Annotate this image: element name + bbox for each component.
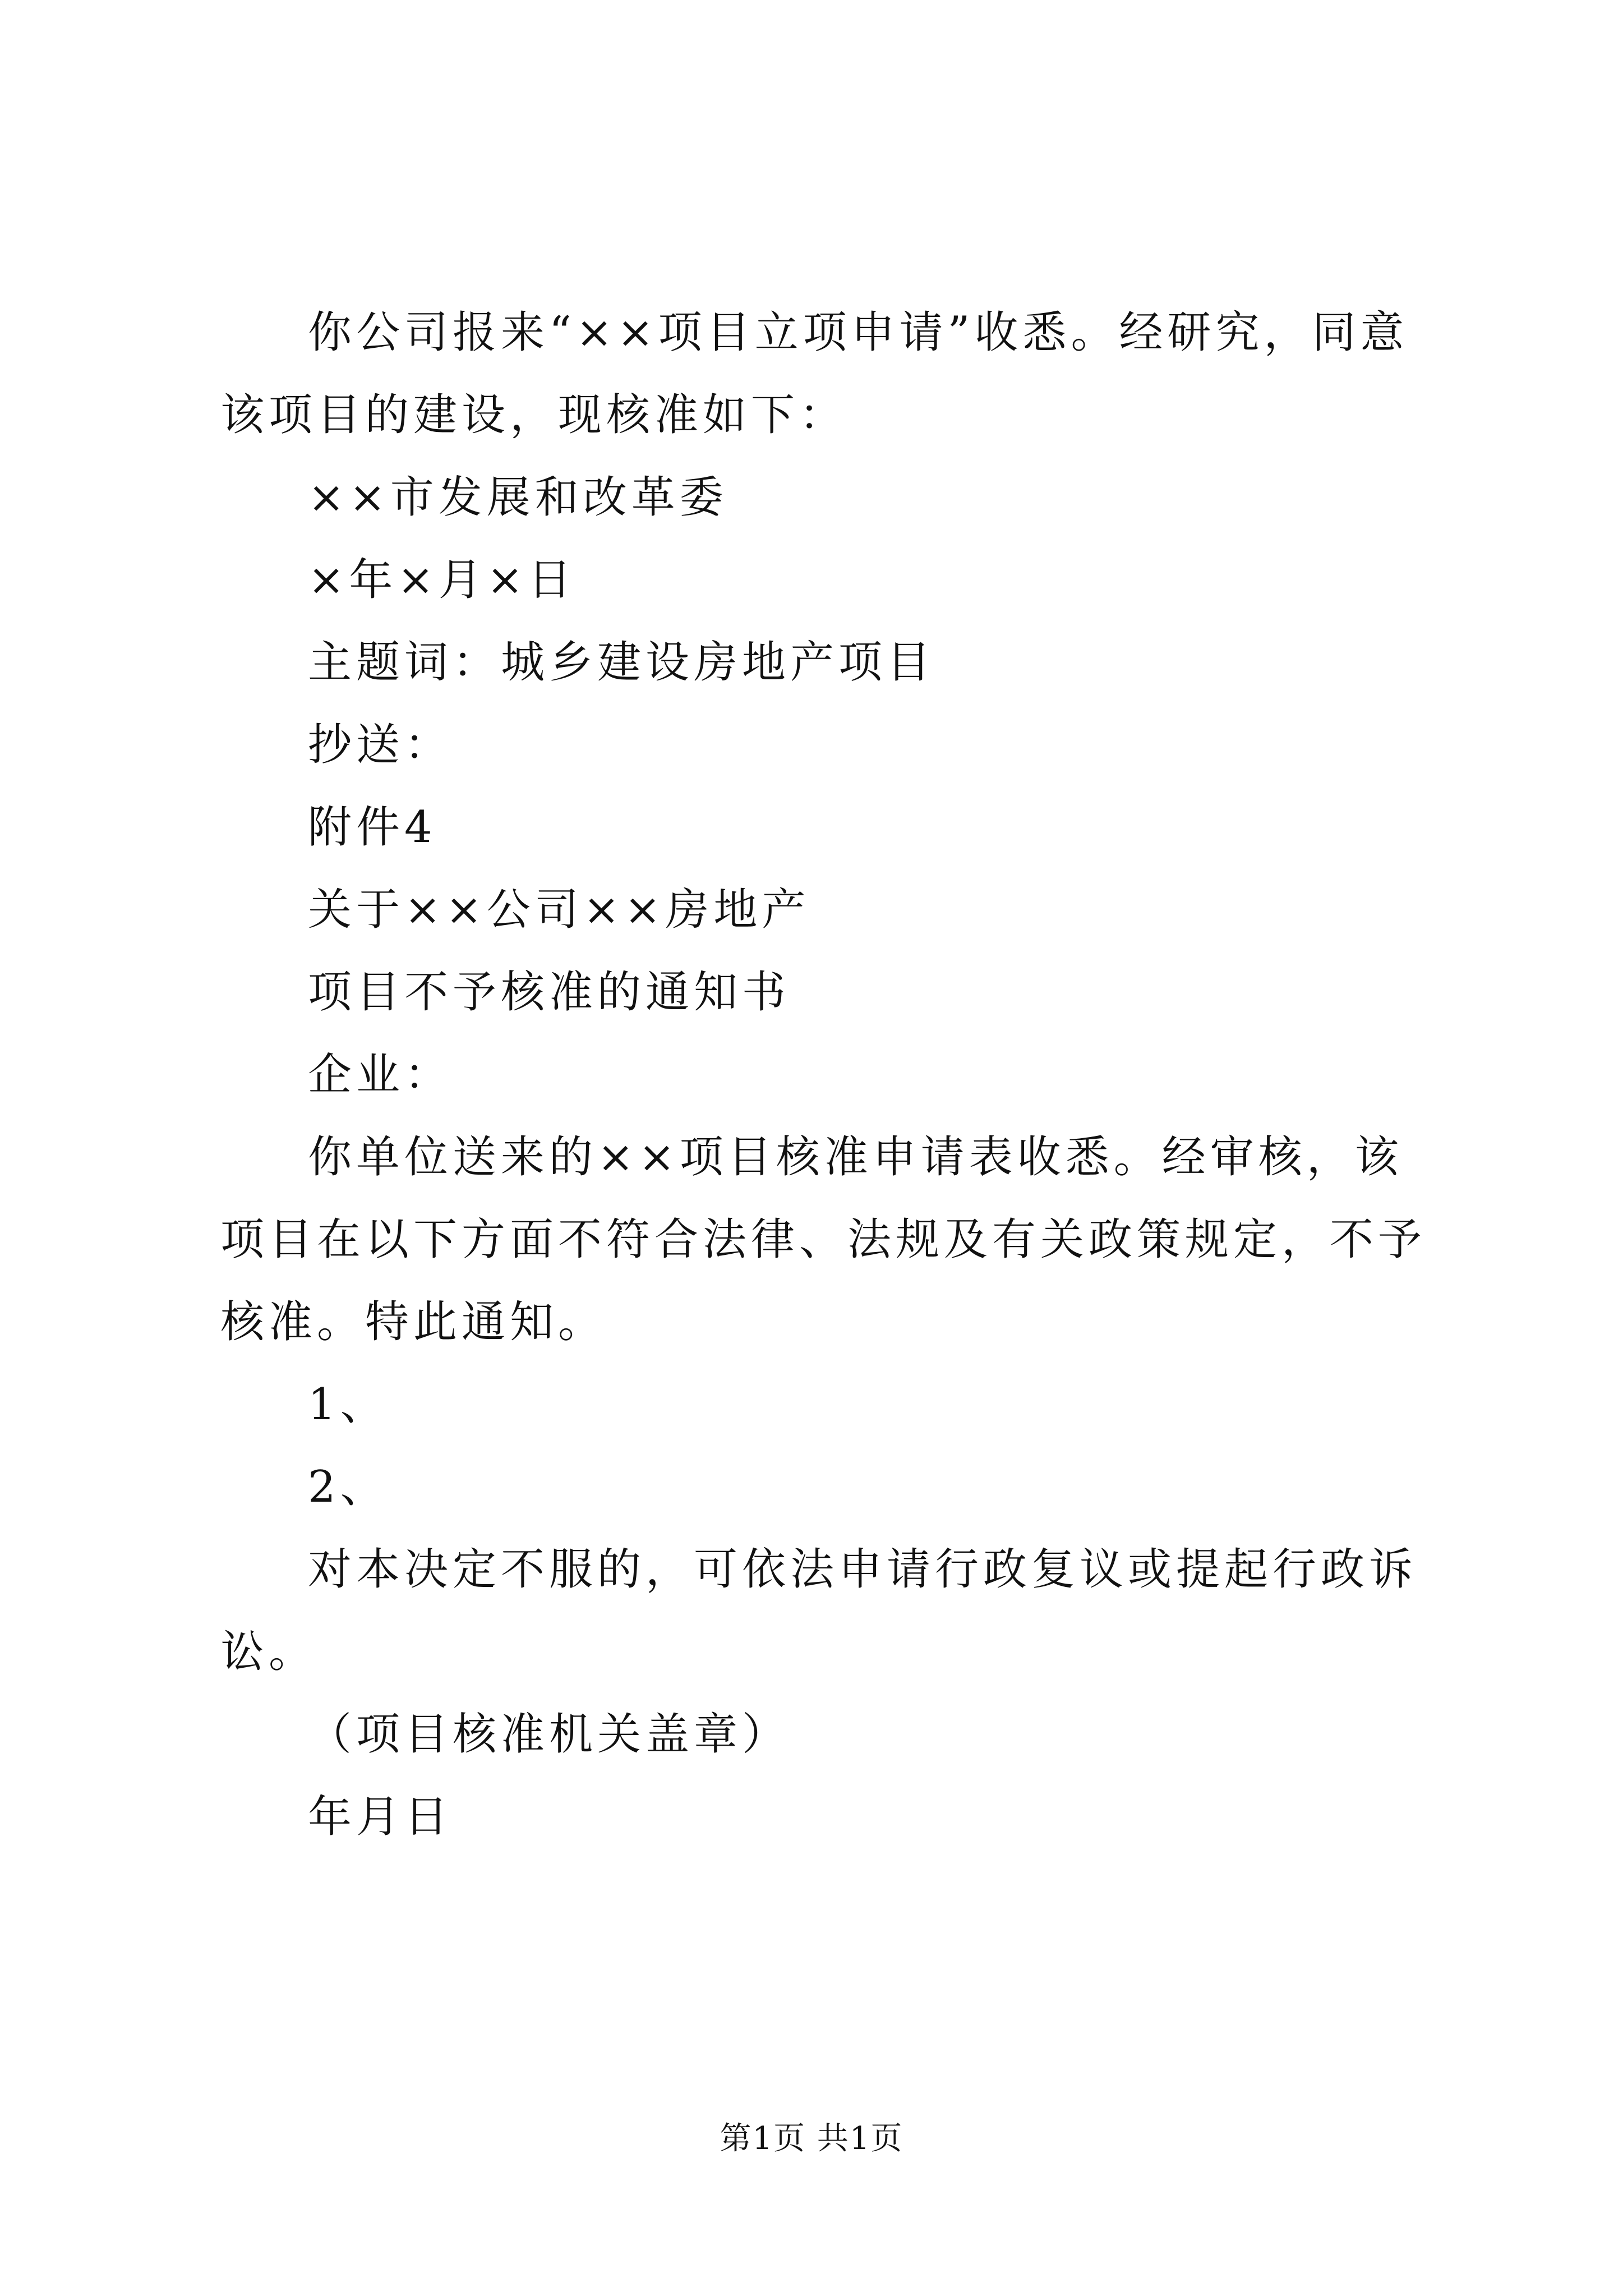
paragraph-notice-title-line1: 关于××公司××房地产	[308, 885, 810, 935]
paragraph-item-1: 1、	[308, 1379, 389, 1430]
paragraph-approval-intro: 你公司报来“××项目立项申请”收悉。经研究，同意该项目的建设，现核准如下：	[220, 307, 1409, 440]
document-body	[220, 292, 1426, 1858]
paragraph-appeal-notice: 对本决定不服的，可依法申请行政复议或提起行政诉讼。	[220, 1544, 1418, 1677]
paragraph-rejection-body: 你单位送来的××项目核准申请表收悉。经审核，该项目在以下方面不符合法律、法规及有关政策规定，不予核准。特此通知。	[220, 1132, 1427, 1347]
paragraph-closing-date: 年月日	[308, 1792, 453, 1842]
page-number-footer: 第1页 共1页	[720, 2120, 903, 2157]
paragraph-subject-keywords: 主题词：城乡建设房地产项目	[308, 637, 935, 688]
paragraph-attachment-label: 附件4	[308, 802, 437, 853]
paragraph-seal: （项目核准机关盖章）	[308, 1709, 791, 1760]
paragraph-cc: 抄送：	[308, 720, 453, 770]
paragraph-issuing-agency: ××市发展和改革委	[308, 472, 728, 523]
paragraph-addressee: 企业：	[308, 1050, 453, 1100]
paragraph-notice-title-line2: 项目不予核准的通知书	[308, 967, 791, 1018]
paragraph-item-2: 2、	[308, 1462, 389, 1512]
paragraph-date: ×年×月×日	[308, 555, 577, 605]
